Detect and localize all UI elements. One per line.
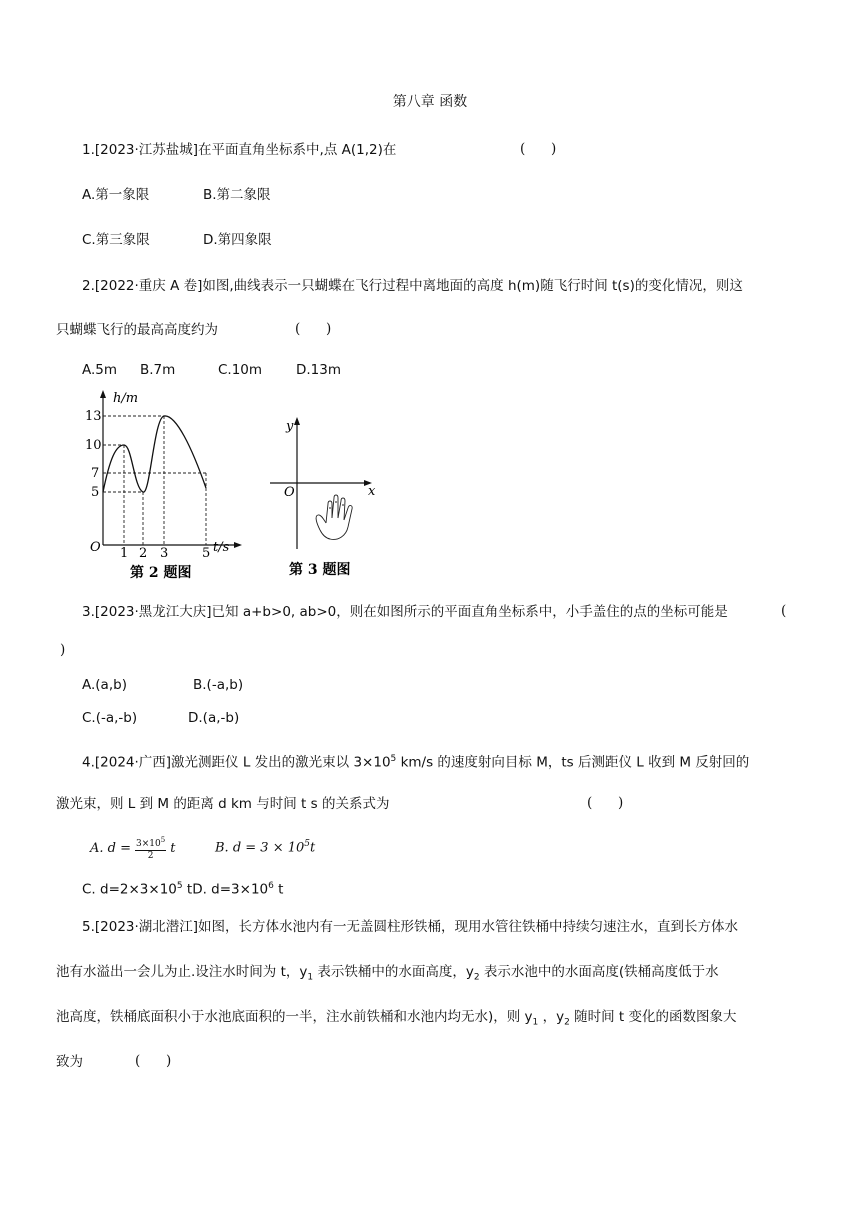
exponent: 5 [160, 835, 166, 844]
question-2-option-d: D.13m [296, 362, 342, 378]
flight-curve [103, 416, 206, 492]
question-3-option-d: D.(a,-b) [188, 710, 240, 726]
fraction [135, 835, 166, 862]
question-3-option-b: B.(-a,b) [193, 677, 244, 693]
question-3-option-a: A.(a,b) [82, 677, 127, 693]
question-4-stem-part: km/s 的速度射向目标 M，ts 后测距仪 L 收到 M 反射回的 [396, 754, 750, 771]
question-3-option-c: C.(-a,-b) [82, 710, 138, 726]
exponent: 5 [304, 839, 311, 849]
x-axis-arrow-icon [234, 542, 242, 548]
origin-label: O [284, 485, 295, 500]
question-3-paren-open: ( [781, 603, 787, 619]
guide-lines [103, 416, 206, 545]
option-d-text: tD. d=3×10 [182, 881, 269, 898]
option-a-label: A. d = [90, 840, 131, 856]
question-5-line-2 [56, 963, 719, 987]
y-tick-label: 5 [91, 485, 100, 500]
y-axis-arrow-icon [100, 390, 106, 398]
option-c-text: C. d=2×3×10 [82, 881, 177, 898]
x-axis-label: t/s [213, 540, 230, 555]
question-5-answer-paren: ( ) [135, 1053, 172, 1069]
text-part: 随时间 t 变化的函数图象大 [569, 1009, 737, 1025]
question-3-figure [262, 412, 387, 582]
question-3-stem-line-1: 3.[2023·黑龙江大庆]已知 a+b>0, ab>0，则在如图所示的平面直角坐标系中，小手盖住的点的坐标可能是 [82, 604, 728, 620]
subscript: 2 [473, 972, 480, 983]
exponent: 5 [390, 754, 397, 764]
option-b-variable: t [310, 840, 316, 856]
question-1-option-b: B.第二象限 [203, 187, 271, 203]
page-title: 第八章 函数 [392, 94, 468, 110]
question-2-option-b: B.7m [140, 362, 176, 378]
subscript: 2 [564, 1017, 570, 1028]
y-tick-label: 7 [91, 466, 100, 481]
subscript: 1 [307, 972, 314, 983]
fraction-denominator: 2 [147, 850, 154, 861]
x-axis-label: x [368, 484, 376, 499]
question-4-answer-paren: ( ) [587, 795, 624, 811]
option-a-variable: t [170, 840, 176, 856]
question-4-stem-part: 4.[2024·广西]激光测距仪 L 发出的激光束以 3×10 [82, 754, 391, 771]
subscript: 1 [532, 1017, 539, 1028]
question-2-figure [80, 388, 250, 583]
numerator-text: 3×10 [136, 838, 161, 849]
y-tick-label: 10 [85, 438, 102, 453]
text-part: 表示水池中的水面高度(铁桶高度低于水 [479, 964, 719, 980]
x-tick-label: 3 [160, 546, 169, 561]
y-axis-arrow-icon [294, 417, 300, 425]
exponent: 6 [268, 881, 274, 891]
figure-caption: 第 2 题图 [130, 565, 192, 581]
question-5-line-3 [56, 1008, 736, 1032]
x-tick-label: 2 [139, 546, 148, 561]
fraction-numerator [135, 835, 166, 851]
question-4-stem-line-1 [82, 750, 749, 772]
x-tick-label: 5 [202, 546, 211, 561]
y-tick-label: 13 [85, 409, 102, 424]
text-part: 池高度，铁桶底面积小于水池底面积的一半，注水前铁桶和水池内均无水)，则 y [56, 1009, 533, 1025]
question-2-option-c: C.10m [218, 362, 263, 378]
question-2-stem-line-2: 只蝴蝶飞行的最高高度约为 [56, 322, 218, 338]
question-5-line-4: 致为 [56, 1054, 83, 1070]
text-part: 表示铁桶中的水面高度，y [313, 964, 474, 980]
y-axis-label: y [286, 419, 294, 434]
question-1-option-c: C.第三象限 [82, 232, 150, 248]
question-2-stem-line-1: 2.[2022·重庆 A 卷]如图,曲线表示一只蝴蝶在飞行过程中离地面的高度 h(m)随飞行时间 t(s)的变化情况，则这 [82, 278, 743, 294]
question-4-options-c-d [82, 877, 283, 899]
figure-caption: 第 3 题图 [289, 562, 351, 578]
question-2-answer-paren: ( ) [295, 321, 332, 337]
origin-label: O [90, 540, 101, 555]
question-2-option-a: A.5m [82, 362, 118, 378]
text-part: 池有水溢出一会儿为止.设注水时间为 t，y [56, 964, 308, 980]
hand-icon [316, 495, 352, 539]
question-4-stem-line-2: 激光束，则 L 到 M 的距离 d km 与时间 t s 的关系式为 [56, 796, 390, 812]
question-3-paren-close: ) [60, 642, 66, 658]
question-1-answer-paren: ( ) [520, 141, 557, 157]
question-5-line-1: 5.[2023·湖北潜江]如图，长方体水池内有一无盖圆柱形铁桶，现用水管往铁桶中持续匀速注水，直到长方体水 [82, 919, 739, 935]
option-b-text: B. d = 3 × 10 [215, 840, 305, 856]
option-d-variable: t [273, 881, 284, 898]
question-1-option-a: A.第一象限 [82, 187, 150, 203]
exponent: 5 [176, 881, 183, 891]
question-1-stem: 1.[2023·江苏盐城]在平面直角坐标系中,点 A(1,2)在 [82, 142, 397, 158]
question-4-option-a [90, 833, 175, 863]
question-1-option-d: D.第四象限 [203, 232, 272, 248]
question-4-option-b [215, 839, 315, 855]
x-tick-label: 1 [120, 546, 129, 561]
y-axis-label: h/m [113, 391, 139, 406]
text-part: ，y [538, 1009, 565, 1025]
